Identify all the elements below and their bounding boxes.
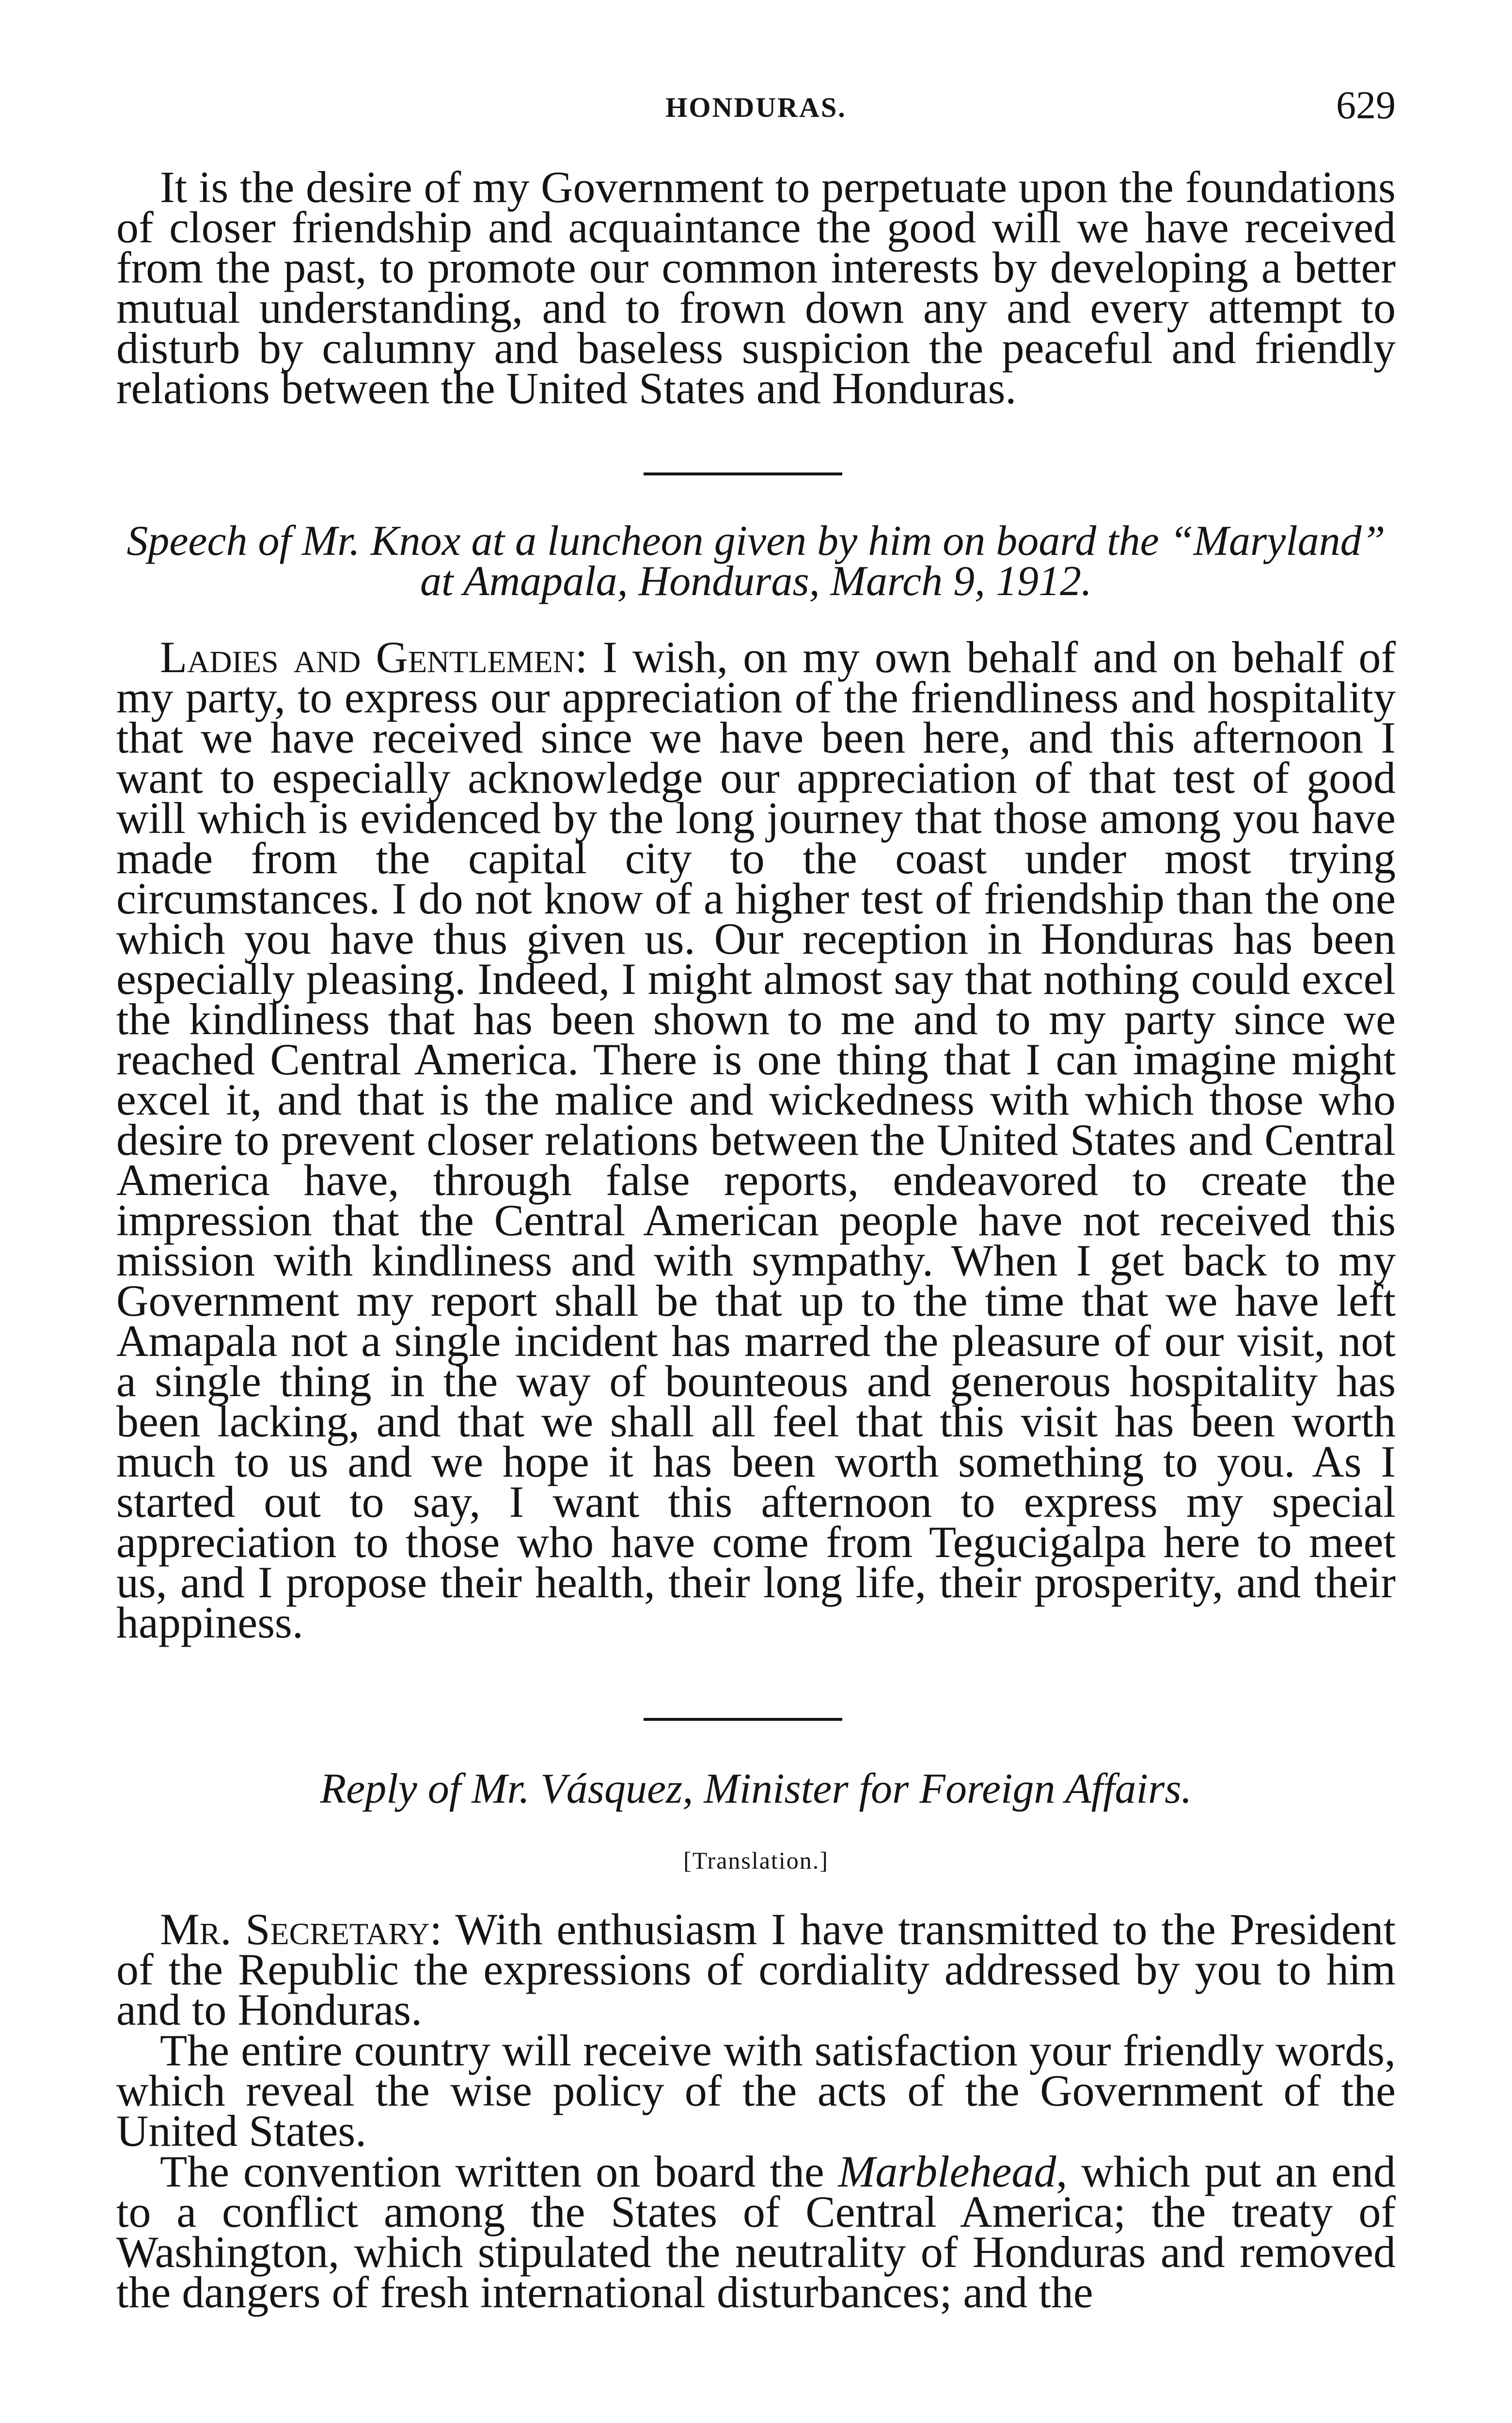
page-header [116,82,1396,141]
speech-title: Speech of Mr. Knox at a luncheon given by him on board the “Maryland” at Amapala, Honduras, March 9, 1912. [126,518,1386,605]
reply-paragraph: The entire country will receive with satisfaction your friendly words, which reveal the wise policy of the acts of the Government of the United States. [116,2026,1396,2156]
page-number: 629 [1336,83,1396,127]
opening-paragraph: It is the desire of my Government to perpetuate upon the foundations of closer friendship and acquaintance the good will we have received from the past, to promote our common interests by developing a better mutual understanding, and to frown down any and every attempt to disturb by calumny and baseless suspicion the peaceful and friendly relations between the United States and Honduras. [116,162,1396,413]
running-head: HONDURAS. [665,92,847,123]
reply-paragraph [116,1904,1396,2034]
translation-note: [Translation.] [683,1847,829,1874]
speech-salutation: Ladies and Gentlemen: [160,632,588,682]
ship-name: Marblehead [838,2147,1056,2196]
reply-salutation: Mr. Secretary: [160,1904,442,1954]
speech-body [116,632,1396,1647]
reply-title: Reply of Mr. Vásquez, Minister for Foreign Affairs. [320,1765,1192,1812]
section-divider [644,1718,842,1721]
reply-text: With enthusiasm I have transmitted to the President of the Republic the expressions of cordiality addressed by you to him and to Honduras. [116,1904,1396,2034]
speech-text: I wish, on my own behalf and on behalf of my party, to express our appreciation of the friendliness and hospitality that we have received since we have been here, and this afternoon I want to especially acknowledge our appreciation of that test of good will which is evidenced by the long journey that those among you have made from the capital city to the coast under most trying circumstances. I do not know of a higher test of friendship than the one which you have thus given us. Our reception in Honduras has been especially pleasing. Indeed, I might almost say that nothing could excel the kindliness that has been shown to me and to my party since we reached Central America. There is one thing that I can imagine might excel it, and that is the malice and wickedness with which those who desire to prevent closer relations between the United States and Central America have, through false reports, endeavored to create the impression that the Central American people have not received this mission with kindliness and with sympathy. When I get back to my Government my report shall be that up to the time that we have left Amapala not a single incident has marred the pleasure of our visit, not a single thing in the way of bounteous and generous hospitality has been lacking, and that we shall all feel that this visit has been worth much to us and we hope it has been worth something to you. As I started out to say, I want this afternoon to express my special appreciation to those who have come from Tegucigalpa here to meet us, and I propose their health, their long life, their prosperity, and their happiness. [116,632,1396,1647]
reply-text: The convention written on board the [160,2147,838,2196]
reply-text: , which put an end to a conflict among the States of Central America; the treaty of Washington, which stipulated the neutrality of Honduras and removed the dangers of fresh international disturbances; and the [116,2147,1396,2317]
reply-paragraph [116,2147,1396,2317]
section-divider [644,472,842,475]
